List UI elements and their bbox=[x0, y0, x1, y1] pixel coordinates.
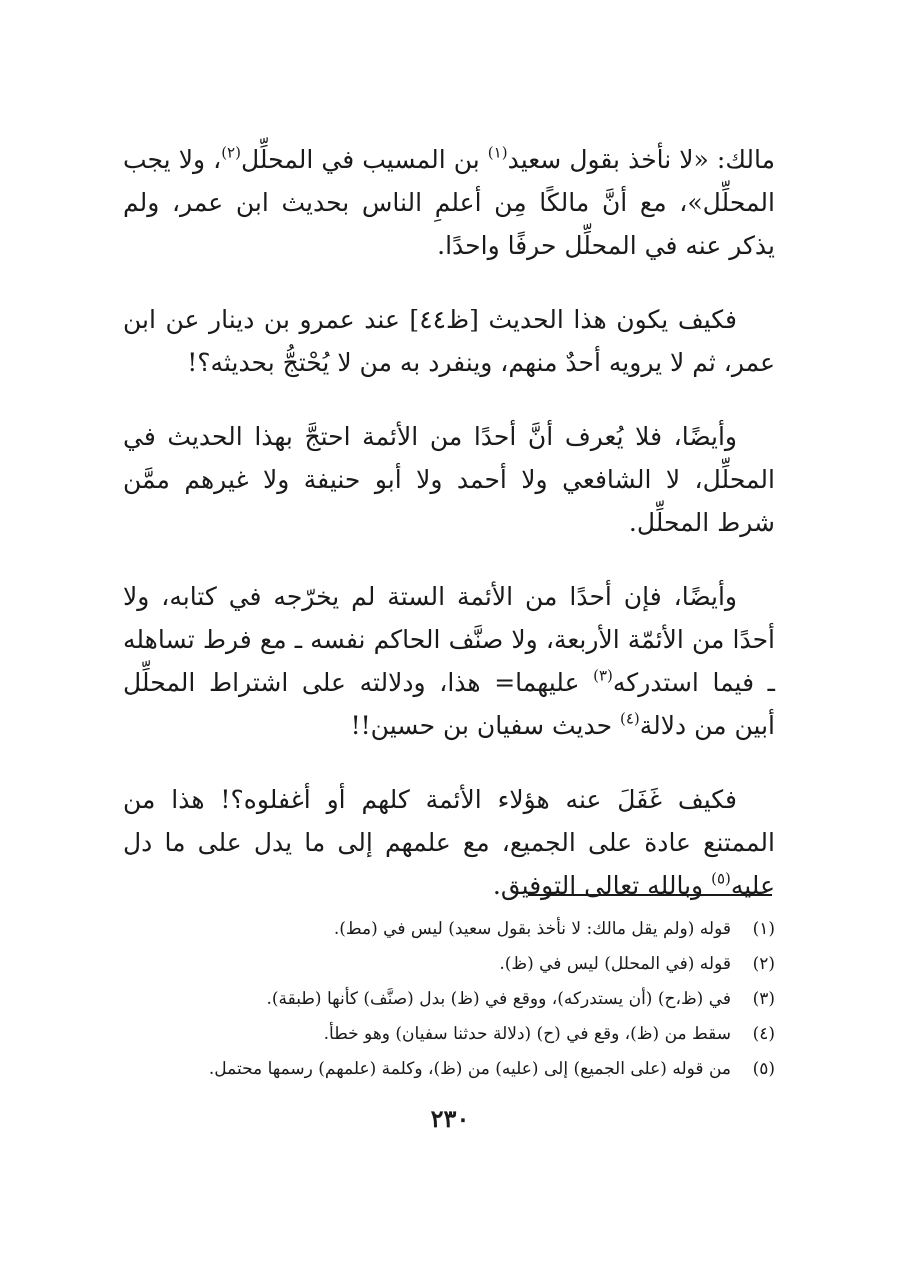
footnote-number: (٢) bbox=[752, 954, 775, 974]
footnote-number: (٤) bbox=[752, 1024, 775, 1044]
footnote-marker: (٤) bbox=[620, 709, 640, 728]
footnote bbox=[123, 912, 775, 947]
footnote-marker: (٣) bbox=[593, 666, 613, 685]
paragraph bbox=[123, 778, 775, 907]
page-number: ٢٣٠ bbox=[430, 1104, 470, 1133]
footnote-text: قوله (ولم يقل مالك: لا نأخذ بقول سعيد) ليس في (مط). bbox=[333, 919, 731, 939]
paragraph bbox=[123, 298, 775, 384]
paragraph-text: مالك: «لا نأخذ بقول سعيد bbox=[507, 145, 776, 174]
footnote bbox=[123, 1052, 775, 1087]
footnote-marker: (٥) bbox=[711, 869, 731, 888]
paragraph-text: ، ولا يجب المحلِّل»، مع أنَّ مالكًا مِن أعلمِ الناس بحديث ابن عمر، ولم يذكر عنه في المحلِّل حرفًا واحدًا. bbox=[123, 145, 775, 260]
footnote-number: (١) bbox=[752, 919, 775, 939]
paragraph-text: عليهما= هذا، ودلالته على اشتراط المحلِّل أبين من دلالة bbox=[123, 668, 775, 740]
footnote-number: (٥) bbox=[752, 1059, 775, 1079]
footnote-text: في (ظ،ح) (أن يستدركه)، ووقع في (ظ) بدل (صنَّف) كأنها (طبقة). bbox=[266, 989, 731, 1009]
paragraph bbox=[123, 138, 775, 267]
main-text bbox=[123, 138, 775, 907]
paragraph-text: بن المسيب في المحلِّل bbox=[240, 145, 488, 174]
paragraph bbox=[123, 415, 775, 544]
footnote-marker: (٢) bbox=[221, 143, 241, 162]
paragraph-text: وبالله تعالى التوفيق. bbox=[492, 871, 712, 900]
footnote-marker: (١) bbox=[487, 143, 508, 162]
footnote-separator bbox=[528, 894, 772, 896]
paragraph-text: فكيف يكون هذا الحديث [ظ٤٤] عند عمرو بن دينار عن ابن عمر، ثم لا يرويه أحدٌ منهم، وينفرد به من لا يُحْتجُّ بحديثه؟! bbox=[123, 305, 775, 377]
footnote bbox=[123, 947, 775, 982]
footnote bbox=[123, 982, 775, 1017]
paragraph-text: فكيف غَفَلَ عنه هؤلاء الأئمة كلهم أو أغفلوه؟! هذا من الممتنع عادة على الجميع، مع علمهم إلى ما يدل على ما دل عليه bbox=[123, 785, 775, 900]
paragraph bbox=[123, 575, 775, 747]
footnote-number: (٣) bbox=[752, 989, 775, 1009]
footnote bbox=[123, 1017, 775, 1052]
paragraph-text: وأيضًا، فلا يُعرف أنَّ أحدًا من الأئمة احتجَّ بهذا الحديث في المحلِّل، لا الشافعي ولا أحمد ولا أبو حنيفة ولا غيرهم ممَّن شرط المحلِّل. bbox=[123, 422, 775, 537]
paragraph-text: وأيضًا، فإن أحدًا من الأئمة الستة لم يخرّجه في كتابه، ولا أحدًا من الأئمّة الأربعة، ولا صنَّف الحاكم نفسه ـ مع فرط تساهله ـ فيما استدركه bbox=[123, 582, 775, 697]
footnotes-list bbox=[123, 912, 775, 1087]
footnote-text: سقط من (ظ)، وقع في (ح) (دلالة حدثنا سفيان) وهو خطأ. bbox=[323, 1024, 731, 1044]
paragraph-text: حديث سفيان بن حسين!! bbox=[350, 711, 620, 740]
footnote-text: من قوله (على الجميع) إلى (عليه) من (ظ)، وكلمة (علمهم) رسمها محتمل. bbox=[208, 1059, 731, 1079]
footnote-text: قوله (في المحلل) ليس في (ظ). bbox=[499, 954, 731, 974]
